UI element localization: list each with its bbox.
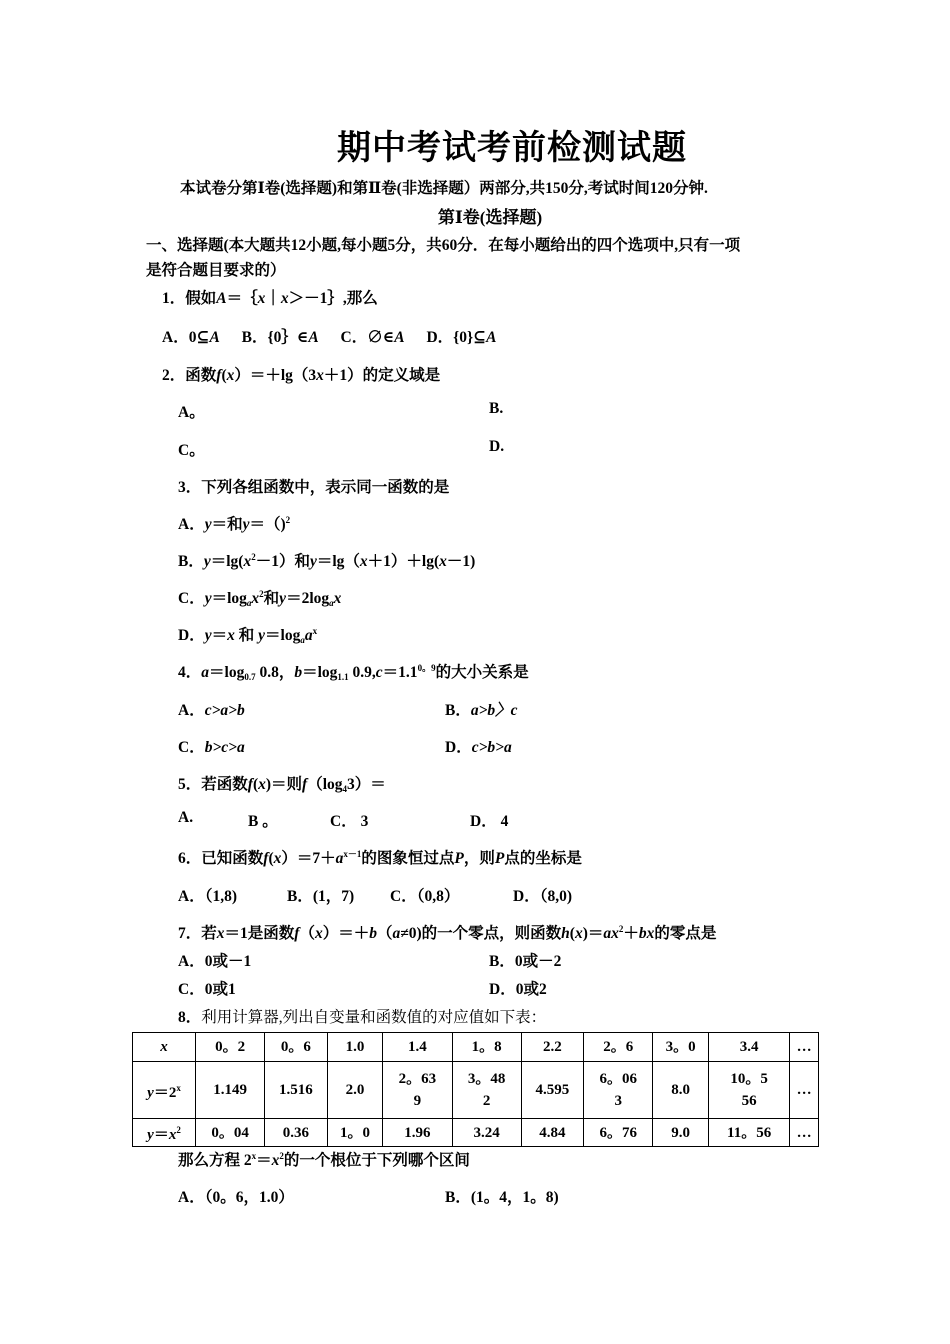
q4-option-c: C．b>c>a — [178, 739, 245, 756]
question-3-stem: 3．下列各组函数中，表示同一函数的是 — [178, 479, 450, 496]
question-4-stem: 4．$a=\log_{0.7}$ 0.8，$b=\log_{1.1}$ $0.9,c=1.1^{0。9}$的大小关系是 — [178, 663, 529, 682]
table-cell: 6。06 3 — [584, 1062, 653, 1119]
q1-option-b: B．{0｝∈A — [241, 329, 319, 346]
question-1-options — [162, 325, 496, 347]
table-cell: 3。0 — [653, 1033, 709, 1062]
table-cell: 3.4 — [709, 1033, 790, 1062]
q3-option-a: A．y＝和y＝（)$^2$ — [178, 515, 291, 533]
table-cell: 9.0 — [653, 1119, 709, 1147]
q1-option-a: A．0⊆A — [162, 329, 220, 346]
table-cell: 2.2 — [521, 1033, 583, 1062]
table-cell: 1。8 — [452, 1033, 521, 1062]
table-cell: 2.0 — [327, 1062, 383, 1119]
q2-option-b: B. — [489, 400, 504, 417]
q7-option-c: C．0或1 — [178, 981, 236, 998]
table-row-label: $y=2^x$ — [133, 1062, 196, 1119]
q6-option-b: B．(1，7) — [287, 888, 355, 905]
table-row-label: x — [133, 1033, 196, 1062]
q6-option-d: D．（8,0) — [513, 888, 572, 905]
question-1-stem: 1．假如A＝｛x｜x＞－1｝,那么 — [162, 290, 378, 307]
q5-option-a: A. — [178, 809, 194, 826]
q7-option-a: A．0或－1 — [178, 953, 252, 970]
q2-option-a: A。 — [178, 404, 205, 421]
table-cell: 1。0 — [327, 1119, 383, 1147]
table-cell: 2。63 9 — [383, 1062, 452, 1119]
q8-option-a: A．（0。6，1.0） — [178, 1189, 294, 1206]
question-7-stem: 7．若x＝1是函数f（x）＝＋b（a≠0)的一个零点，则函数$h(x)=ax^2+bx$的零点是 — [178, 924, 717, 942]
table-row — [133, 1062, 819, 1119]
q3-option-c: C．$y=\log_ax^2$和$y=2\log_ax$ — [178, 589, 342, 608]
table-cell: 1.96 — [383, 1119, 452, 1147]
question-8-followup: 那么方程 $2^x=x^2$的一个根位于下列哪个区间 — [178, 1151, 470, 1169]
q4-option-a: A．c>a>b — [178, 702, 245, 719]
section-line-1: 一、选择题(本大题共12小题,每小题5分，共60分．在每小题给出的四个选项中,只有一项 — [146, 237, 741, 254]
q7-option-d: D．0或2 — [489, 981, 547, 998]
page-title: 期中考试考前检测试题 — [337, 130, 687, 167]
q3-option-d: D．y＝x 和 $y=\log_aa^x$ — [178, 626, 318, 645]
table-cell: … — [790, 1119, 819, 1147]
q1-option-d: D．{0}⊆A — [426, 329, 497, 346]
question-8-stem: 8．利用计算器,列出自变量和函数值的对应值如下表： — [178, 1009, 547, 1026]
table-row — [133, 1033, 819, 1062]
q5-option-d: D． 4 — [470, 813, 509, 830]
table-cell: 0。2 — [196, 1033, 265, 1062]
table-cell: 8.0 — [653, 1062, 709, 1119]
table-cell: 1.149 — [196, 1062, 265, 1119]
volume-heading: 第Ⅰ卷(选择题) — [437, 208, 543, 227]
q8-option-b: B．(1。4，1。8) — [445, 1189, 559, 1206]
table-row — [133, 1119, 819, 1147]
q4-option-b: B．a>b〉c — [445, 702, 518, 719]
table-cell: 11。56 — [709, 1119, 790, 1147]
q2-option-d: D. — [489, 438, 505, 455]
q5-option-b: B 。 — [248, 813, 278, 830]
q3-option-b: B．$y=\lg(x^2-1)$和y＝lg（x＋1）＋lg(x－1) — [178, 552, 476, 570]
q6-option-a: A．（1,8) — [178, 888, 237, 905]
table-cell: 2。6 — [584, 1033, 653, 1062]
q7-option-b: B．0或－2 — [489, 953, 562, 970]
question-5-stem: 5．若函数f(x)＝则$f(\log_43)=$ — [178, 776, 386, 794]
q1-option-c: C．∅∈A — [340, 329, 405, 346]
table-cell: 4.595 — [521, 1062, 583, 1119]
table-cell: 4.84 — [521, 1119, 583, 1147]
q2-option-c: C。 — [178, 442, 205, 459]
q4-option-d: D．c>b>a — [445, 739, 512, 756]
section-heading — [146, 233, 740, 283]
value-table — [132, 1032, 819, 1147]
q5-option-c: C． 3 — [330, 813, 369, 830]
table-cell: 1.516 — [265, 1062, 327, 1119]
table-cell: … — [790, 1062, 819, 1119]
question-2-stem: 2．函数f(x）＝＋lg（3x＋1）的定义域是 — [162, 367, 441, 384]
table-row-label: $y=x^2$ — [133, 1119, 196, 1147]
q6-option-c: C．（0,8） — [390, 888, 460, 905]
table-cell: 6。76 — [584, 1119, 653, 1147]
exam-intro: 本试卷分第Ⅰ卷(选择题)和第Ⅱ卷(非选择题）两部分,共150分,考试时间120分钟. — [180, 180, 708, 197]
table-cell: 1.4 — [383, 1033, 452, 1062]
section-line-2: 是符合题目要求的） — [146, 262, 286, 279]
table-cell: 10。5 56 — [709, 1062, 790, 1119]
table-cell: 1.0 — [327, 1033, 383, 1062]
table-cell: 0.36 — [265, 1119, 327, 1147]
table-cell: … — [790, 1033, 819, 1062]
question-6-stem: 6．已知函数$f(x)=7+a^{x-1}$的图象恒过点P，则P点的坐标是 — [178, 849, 582, 867]
table-cell: 3。48 2 — [452, 1062, 521, 1119]
table-cell: 0。6 — [265, 1033, 327, 1062]
table-cell: 3.24 — [452, 1119, 521, 1147]
table-cell: 0。04 — [196, 1119, 265, 1147]
